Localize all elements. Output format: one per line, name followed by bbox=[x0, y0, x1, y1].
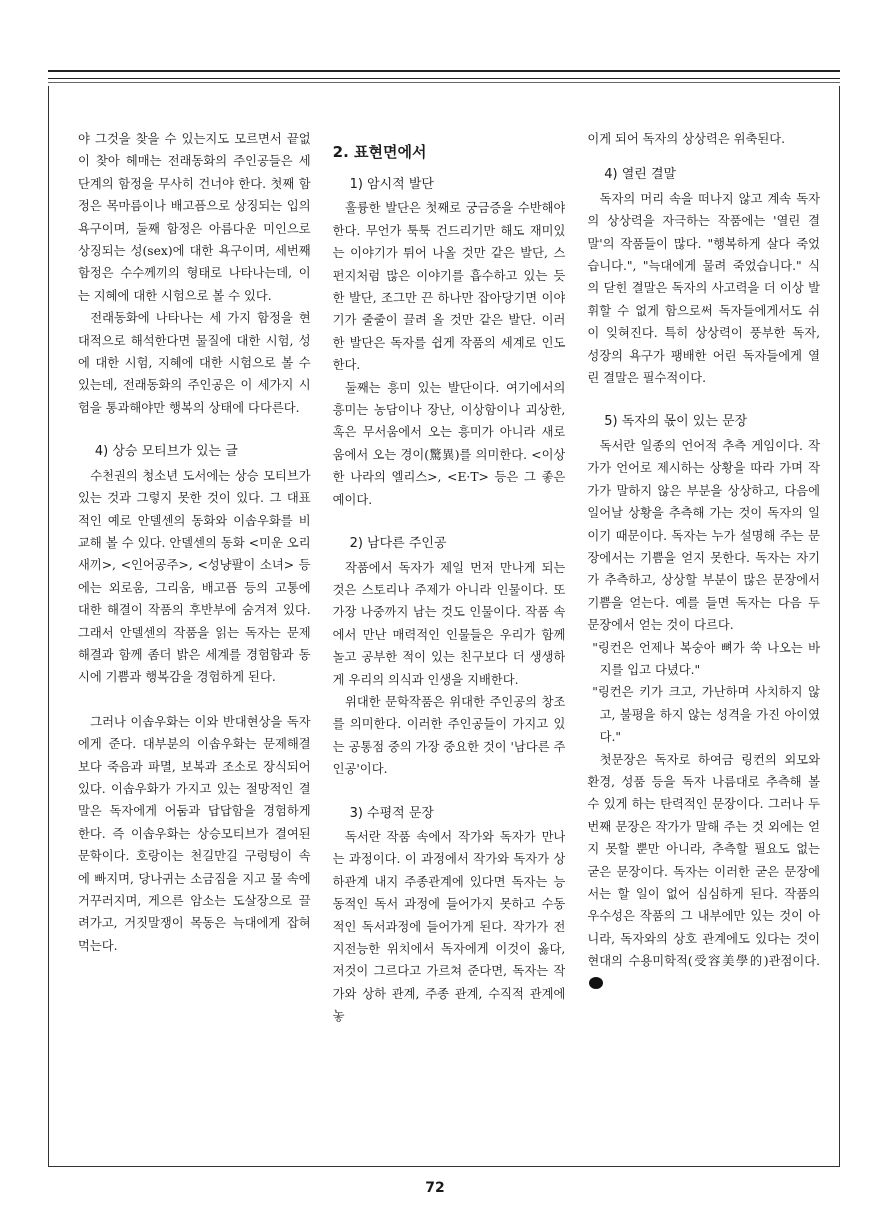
paragraph: 그러나 이솝우화는 이와 반대현상을 독자에게 준다. 대부분의 이솝우화는 문제해결 보다 죽음과 파멸, 보복과 조소로 장식되어 있다. 이솝우화가 가지고 있는 절망적인 결말은 독자에게 어둠과 답답함을 경험하게 한다. 즉 이솝우화는 상승모티브가 결여된 문학이다. 호랑이는 천길만길 구렁텅이 속에 빠지며, 당나귀는 소금짐을 지고 물 속에 거꾸러지며, 게으른 암소는 도살장으로 끌려가고, 거짓말쟁이 목동은 늑대에게 잡혀먹는다. bbox=[78, 714, 311, 953]
section-title: 2. 표현면에서 bbox=[332, 143, 427, 161]
paragraph: 수천권의 청소년 도서에는 상승 모티브가 있는 것과 그렇지 못한 것이 있다. 그 대표적인 예로 안델센의 동화와 이솝우화를 비교해 볼 수 있다. 안델센의 동화 <미운 오리 새끼>, <인어공주>, <성냥팔이 소녀> 등에는 외로움, 그리움, 배고픔 등의 고통에 대한 해결이 작품의 후반부에 숨겨져 있다. 그래서 안델센의 작품을 읽는 독자는 문제 해결과 함께 좀더 밝은 세계를 경험함과 동시에 기쁨과 행복감을 경험하게 된다. bbox=[78, 468, 311, 685]
paragraph: 위대한 문학작품은 위대한 주인공의 창조를 의미한다. 이러한 주인공들이 가지고 있는 공통점 중의 가장 중요한 것이 '남다른 주인공'이다. bbox=[332, 694, 566, 777]
subsection-title: 2) 남다른 주인공 bbox=[349, 536, 447, 552]
quote: "링컨은 언제나 복숭아 뼈가 쑥 나오는 바지를 입고 다녔다." bbox=[592, 640, 821, 677]
top-rule bbox=[48, 70, 840, 79]
paragraph-text: 첫문장은 독자로 하여금 링컨의 외모와 환경, 성품 등을 독자 나름대로 추측해 볼 수 있게 하는 탄력적인 문장이다. 그러나 두번째 문장은 작가가 말해 주는 것 외에는 얻지 못할 뿐만 아니라, 추측할 필요도 없는 굳은 문장이다. 독자는 이러한 굳은 문장에서는 할 일이 없어 심심하게 된다. 작품의 우수성은 작품의 그 내부에만 있는 것이 아니라, 독자와의 상호 관계에도 있다는 것이 현대의 수용미학적(受容美學的)관점이다. bbox=[587, 752, 821, 969]
paragraph: 독서란 일종의 언어적 추측 게임이다. 작가가 언어로 제시하는 상황을 따라 가며 작가가 말하지 않은 부분을 상상하고, 다음에 일어날 상황을 추측해 가는 것이 독자의 일이기 때문이다. 독자는 누가 설명해 주는 문장에서는 기쁨을 얻지 못한다. 독자는 자기가 추측하고, 상상할 부분이 많은 문장에서 기쁨을 얻는다. 예를 들면 독자는 다음 두 문장에서 얻는 것이 다르다. bbox=[587, 438, 821, 633]
page-number: 72 bbox=[425, 1180, 445, 1196]
quote: "링컨은 키가 크고, 가난하며 사치하지 않고, 불평을 하지 않는 성격을 가진 아이였다." bbox=[592, 685, 821, 745]
paragraph: 작품에서 독자가 제일 먼저 만나게 되는 것은 스토리나 주제가 아니라 인물이다. 또 가장 나중까지 남는 것도 인물이다. 작품 속에서 만난 매력적인 인물들은 우리가 함께 놀고 공부한 적이 있는 친구보다 더 생생하게 우리의 의식과 인생을 지배한다. bbox=[332, 560, 566, 687]
column-3 bbox=[587, 128, 820, 1158]
top-rule-secondary bbox=[48, 82, 840, 83]
paragraph: 야 그것을 찾을 수 있는지도 모르면서 끝없이 찾아 헤매는 전래동화의 주인공들은 세 단계의 함정을 무사히 건너야 한다. 첫째 함정은 목마름이나 배고픔으로 상징되는 입의 욕구이며, 둘째 함정은 아름다운 미인으로 상징되는 성(sex)에 대한 욕구이며, 세번째 함정은 수수께끼의 형태로 나타나는데, 이는 지혜에 대한 시험으로 볼 수 있다. bbox=[78, 132, 311, 303]
end-mark-icon bbox=[589, 977, 603, 989]
paragraph: 이게 되어 독자의 상상력은 위축된다. bbox=[587, 132, 786, 146]
paragraph: 독자의 머리 속을 떠나지 않고 계속 독자의 상상력을 자극하는 작품에는 '열린 결말'의 작품들이 많다. "행복하게 살다 죽었습니다.", "늑대에게 물려 죽었습니다." 식의 닫힌 결말은 독자의 사고력을 더 이상 발휘할 수 없게 함으로써 독자들에게서도 쉬이 잊혀진다. 특히 상상력이 풍부한 독자, 성장의 욕구가 팽배한 어린 독자들에게 열린 결말은 필수적이다. bbox=[587, 191, 821, 386]
subsection-title: 3) 수평적 문장 bbox=[349, 805, 434, 821]
subsection-title: 1) 암시적 발단 bbox=[349, 177, 434, 192]
column-1 bbox=[78, 128, 311, 1158]
paragraph bbox=[587, 749, 820, 995]
subsection-title: 4) 열린 결말 bbox=[604, 167, 677, 183]
subsection-title: 5) 독자의 몫이 있는 문장 bbox=[604, 414, 748, 430]
article-body bbox=[78, 128, 820, 1158]
paragraph: 둘째는 흥미 있는 발단이다. 여기에서의 흥미는 농담이나 장난, 이상함이나 괴상한, 혹은 무서움에서 오는 흥미가 아니라 새로움에서 오는 경이(驚異)를 의미한다. <이상한 나라의 엘리스>, <E·T> 등은 그 좋은 예이다. bbox=[332, 380, 566, 507]
paragraph: 전래동화에 나타나는 세 가지 함정을 현대적으로 해석한다면 물질에 대한 시험, 성에 대한 시험, 지혜에 대한 시험으로 볼 수 있는데, 전래동화의 주인공은 이 세가지 시험을 통과해야만 행복의 상태에 다다른다. bbox=[78, 311, 311, 415]
column-2 bbox=[333, 128, 566, 1158]
subsection-title: 4) 상승 모티브가 있는 글 bbox=[94, 444, 238, 460]
paragraph: 훌륭한 발단은 첫째로 궁금증을 수반해야 한다. 무언가 툭툭 건드리기만 해도 재미있는 이야기가 튀어 나올 것만 같은 발단, 스펀지처럼 많은 이야기를 흡수하고 있는 듯한 발단, 조그만 끈 하나만 잡아당기면 이야기가 줄줄이 끌려 올 것만 같은 발단. 이러한 발단은 독자를 쉽게 작품의 세계로 인도한다. bbox=[332, 201, 566, 373]
paragraph: 독서란 작품 속에서 작가와 독자가 만나는 과정이다. 이 과정에서 작가와 독자가 상하관계 내지 주종관계에 있다면 독자는 능동적인 독서 과정에 들어가지 못하고 수동적인 독서과정에 들어가게 된다. 작가가 전지전능한 위치에서 독자에게 이것이 옳다, 저것이 그르다고 가르쳐 준다면, 독자는 작가와 상하 관계, 주종 관계, 수직적 관계에 놓 bbox=[332, 829, 566, 1024]
